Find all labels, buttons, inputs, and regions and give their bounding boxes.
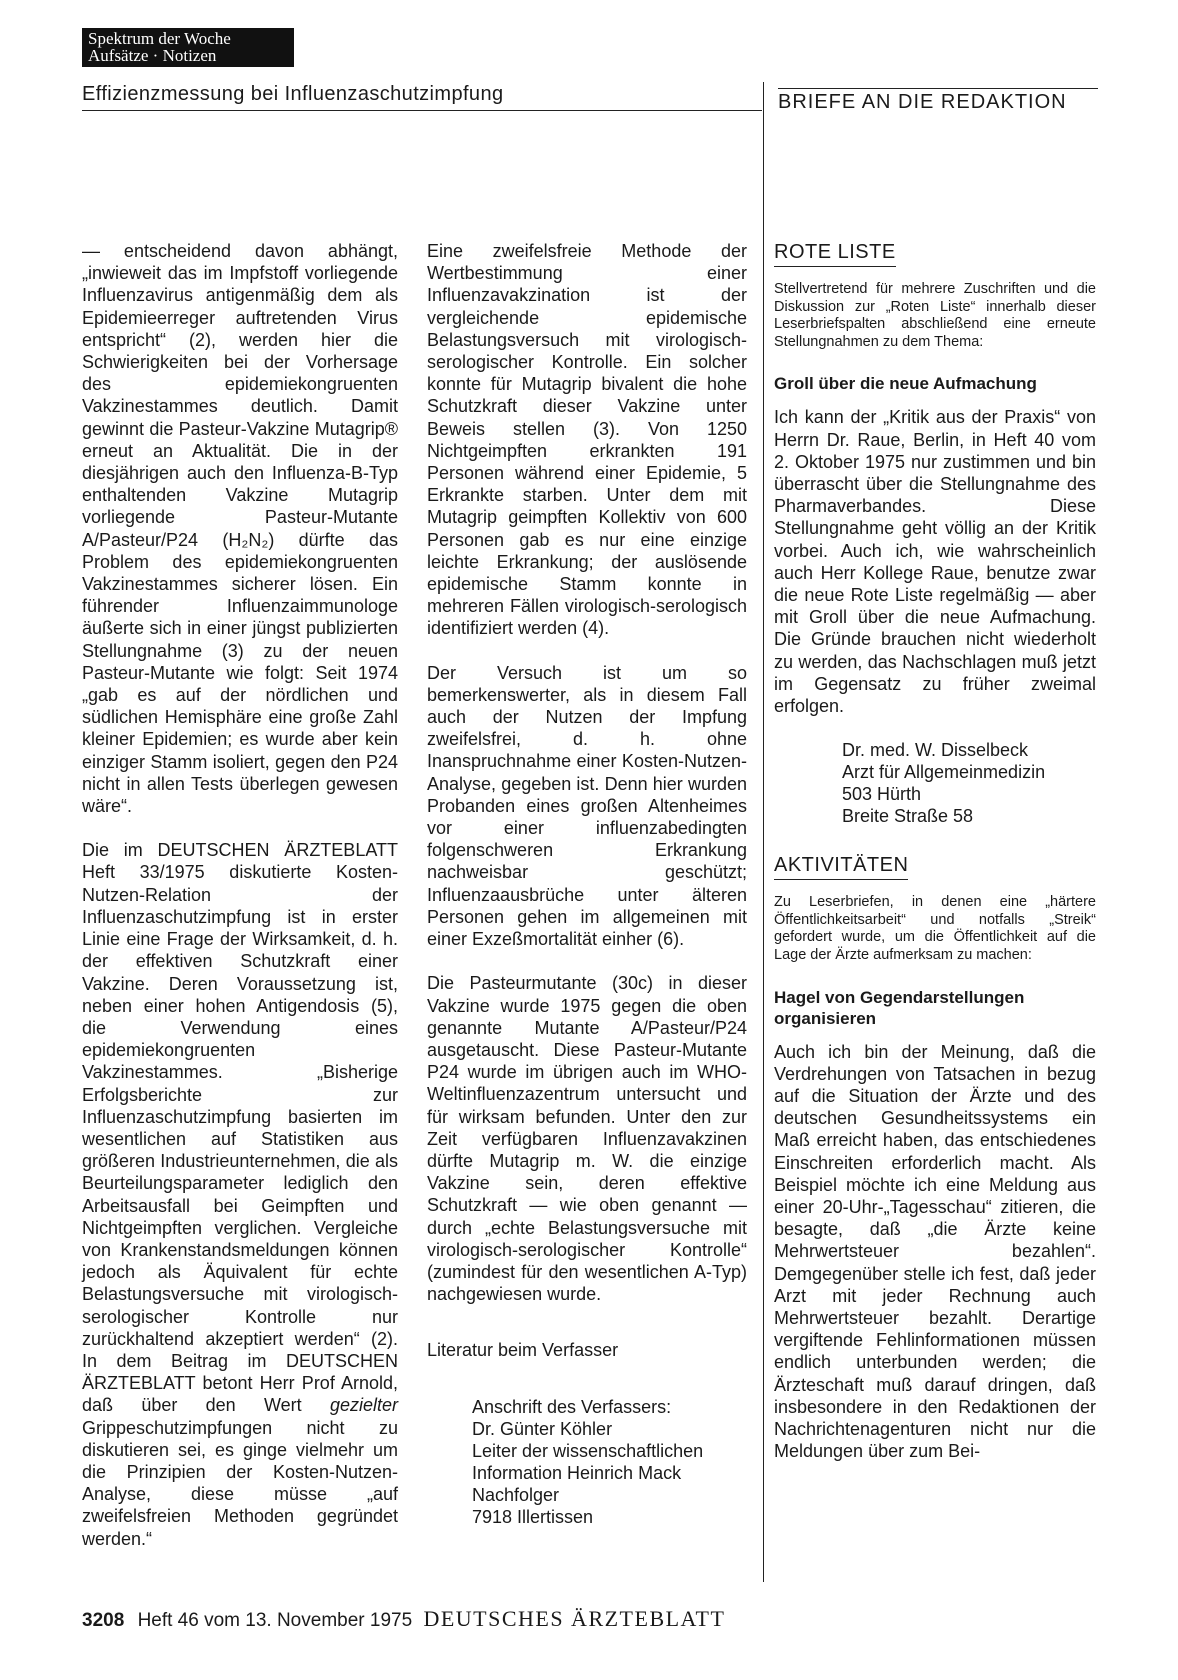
paragraph-text: Grippeschutzimpfungen nicht zu diskutieren sei, es ginge vielmehr um die Prinzipien der Kosten-Nutzen-Analyse, diese müsse „auf zweifelsfreien Methoden gegründet werden.“ <box>82 1417 398 1549</box>
address-line: 7918 Illertissen <box>472 1506 594 1527</box>
journal-name: DEUTSCHES ÄRZTEBLATT <box>423 1606 726 1631</box>
address-line: Dr. Günter Köhler <box>472 1418 613 1439</box>
article-column-2 <box>427 240 747 1528</box>
section-rubric <box>82 28 294 67</box>
paragraph: Der Versuch ist um so bemerkenswerter, als in diesem Fall auch der Nutzen der Impfung zweifelsfrei, d. h. ohne Inanspruchnahme einer Kosten-Nutzen-Analyse, gegeben ist. Denn hier wurden Probanden eines großen Altenheimes vor einer influenzabedingten folgenschweren Erkrankung nachweisbar geschützt; Influenzaausbrüche unter älteren Personen gehen im allgemeinen mit einer Exzeßmortalität einher (6). <box>427 662 747 950</box>
italic-text: gezielter <box>329 1395 398 1416</box>
article-column-1 <box>82 240 398 1550</box>
header-rule <box>82 110 762 111</box>
paragraph: — entscheidend davon abhängt, „inwieweit das im Impfstoff vorliegende Influenzavirus antigenmäßig dem als Epidemieerreger auftretenden Virus entspricht“ (2), werden hier die Schwierigkeiten bei der Vorhersage des epidemiekongruenten Vakzinestammes deutlich. Damit gewinnt die Pasteur-Vakzine Mutagrip® erneut an Aktualität. Die in der diesjährigen auch den Influenza-B-Typ enthaltenden Vakzine Mutagrip vorliegende Pasteur-Mutante A/Pasteur/P24 (H₂N₂) dürfte das Problem des epidemiekongruenten Vakzinestammes sicherer lösen. Ein führender Influenzaimmunologe äußerte sich in einer jüngst publizierten Stellungnahme (3) zu der neuen Pasteur-Mutante wie folgt: Seit 1974 „gab es auf der nördlichen und südlichen Hemisphäre eine große Zahl kleiner Epidemien; es wurde aber kein einziger Stamm isoliert, gegen den P24 nicht in allen Tests überlegen gewesen wäre“. <box>82 241 398 817</box>
article-title: Effizienzmessung bei Influenzaschutzimpfung <box>82 83 504 105</box>
letter-headline: Hagel von Gegendarstellungen organisieren <box>774 987 1025 1028</box>
address-line: Information Heinrich Mack <box>472 1462 682 1483</box>
letter-signature <box>774 739 1096 827</box>
author-address <box>427 1396 747 1528</box>
letter-headline: Groll über die neue Aufmachung <box>774 374 1037 394</box>
signature-line: Arzt für Allgemeinmedizin <box>842 762 1046 783</box>
aktivitaeten-intro: Zu Leserbriefen, in denen eine „härtere Öffentlichkeitsarbeit“ und notfalls „Streik“ gefordert wurde, um die Öffentlichkeit auf die Lage der Ärzte aufmerksam zu machen: <box>774 894 1096 963</box>
section-rule <box>778 88 1098 89</box>
issue-info: Heft 46 vom 13. November 1975 <box>137 1610 413 1631</box>
rote-liste-heading: ROTE LISTE <box>774 240 896 267</box>
rubric-line-1: Spektrum der Woche <box>88 29 231 48</box>
page-footer <box>82 1606 725 1632</box>
signature-line: Dr. med. W. Disselbeck <box>842 740 1029 761</box>
signature-line: 503 Hürth <box>842 784 922 805</box>
page-number: 3208 <box>82 1610 125 1631</box>
paragraph-text: Die im DEUTSCHEN ÄRZTEBLATT Heft 33/1975 diskutierte Kosten-Nutzen-Relation der Influenzaschutzimpfung ist in erster Linie eine Frage der Wirksamkeit, d. h. der effektiven Schutzkraft einer Vakzine. Deren Voraussetzung ist, neben einer hohen Antigendosis (5), die Verwendung eines epidemiekongruenten Vakzinestammes. „Bisherige Erfolgsberichte zur Influenzaschutzimpfung basierten im wesentlichen auf Statistiken aus größeren Industrieunternehmen, die als Beurteilungsparameter lediglich den Arbeitsausfall bei Geimpften und Nichtgeimpften verglichen. Vergleiche von Krankenstandsmeldungen können jedoch als Äquivalent für echte Belastungsversuche mit virologisch-serologischer Kontrolle nur zurückhaltend akzeptiert werden“ (2). In dem Beitrag im DEUTSCHEN ÄRZTEBLATT betont Herr Prof Arnold, daß über den Wert <box>82 840 398 1416</box>
aktivitaeten-heading: AKTIVITÄTEN <box>774 853 908 880</box>
column-divider <box>763 82 764 1582</box>
signature-line: Breite Straße 58 <box>842 806 974 827</box>
address-line: Nachfolger <box>472 1484 560 1505</box>
letters-column <box>774 240 1096 1462</box>
address-line: Anschrift des Verfassers: <box>472 1396 672 1417</box>
address-line: Leiter der wissenschaftlichen <box>472 1440 704 1461</box>
paragraph: Eine zweifelsfreie Methode der Wertbestimmung einer Influenzavakzination ist der vergleichende epidemische Belastungsversuch mit virologisch-serologischer Kontrolle. Ein solcher konnte für Mutagrip bivalent die hohe Schutzkraft dieser Vakzine unter Beweis stellen (3). Von 1250 Nichtgeimpften erkrankten 191 Personen während einer Epidemie, 5 Erkrankte starben. Unter dem mit Mutagrip geimpften Kollektiv von 600 Personen gab es nur eine einzige leichte Erkrankung; der auslösende epidemische Stamm konnte in mehreren Fällen virologisch-serologisch identifiziert werden (4). <box>427 241 747 639</box>
paragraph: Die Pasteurmutante (30c) in dieser Vakzine wurde 1975 gegen die oben genannte Mutante A/Pasteur/P24 ausgetauscht. Diese Pasteur-Mutante P24 wurde im übrigen auch im WHO-Weltinfluenzazentrum untersucht und für wirksam befunden. Unter den zur Zeit verfügbaren Influenzavakzinen dürfte Mutagrip m. W. die einzige Vakzine sein, deren effektive Schutzkraft — wie oben genannt — durch „echte Belastungsversuche mit virologisch-serologischer Kontrolle“ (zumindest für den wesentlichen A-Typ) nachgewiesen wurde. <box>427 973 747 1305</box>
rubric-line-2: Aufsätze · Notizen <box>88 46 217 65</box>
section-title: BRIEFE AN DIE REDAKTION <box>778 91 1067 113</box>
letter-body: Ich kann der „Kritik aus der Praxis“ von Herrn Dr. Raue, Berlin, in Heft 40 vom 2. Oktober 1975 nur zustimmen und bin überrascht über die Stellungnahme des Pharmaverbandes. Diese Stellungnahme geht völlig an der Kritik vorbei. Auch ich, wie wahrscheinlich auch Herr Kollege Raue, benutze zwar die neue Rote Liste regelmäßig — aber mit Groll über die neue Aufmachung. Die Gründe brauchen nicht wiederholt zu werden, das Nachschlagen muß jetzt im Gegensatz zu früher zweimal erfolgen. <box>774 407 1096 717</box>
letter-body: Auch ich bin der Meinung, daß die Verdrehungen von Tatsachen in bezug auf die Situation der Ärzte und des deutschen Gesundheitssystems ein Maß erreicht haben, das entschiedenes Einschreiten erforderlich macht. Als Beispiel möchte ich eine Meldung aus einer 20-Uhr-„Tagesschau“ zitieren, die besagte, daß „die Ärzte keine Mehrwertsteuer bezahlen“. Demgegenüber stelle ich fest, daß jeder Arzt mit jeder Rechnung auch Mehrwertsteuer bezahlt. Derartige vergiftende Fehlinformationen müssen endlich unterbunden werden; die Ärzteschaft muß darauf dringen, daß insbesondere in den Redaktionen der Nachrichtenagenturen nicht nur die Meldungen über zum Bei- <box>774 1041 1096 1462</box>
rote-liste-intro: Stellvertretend für mehrere Zuschriften und die Diskussion zur „Roten Liste“ innerhalb dieser Leserbriefspalten abschließend eine erneute Stellungnahmen zu dem Thema: <box>774 281 1096 350</box>
literature-note: Literatur beim Verfasser <box>427 1340 619 1361</box>
paragraph <box>82 839 398 1550</box>
